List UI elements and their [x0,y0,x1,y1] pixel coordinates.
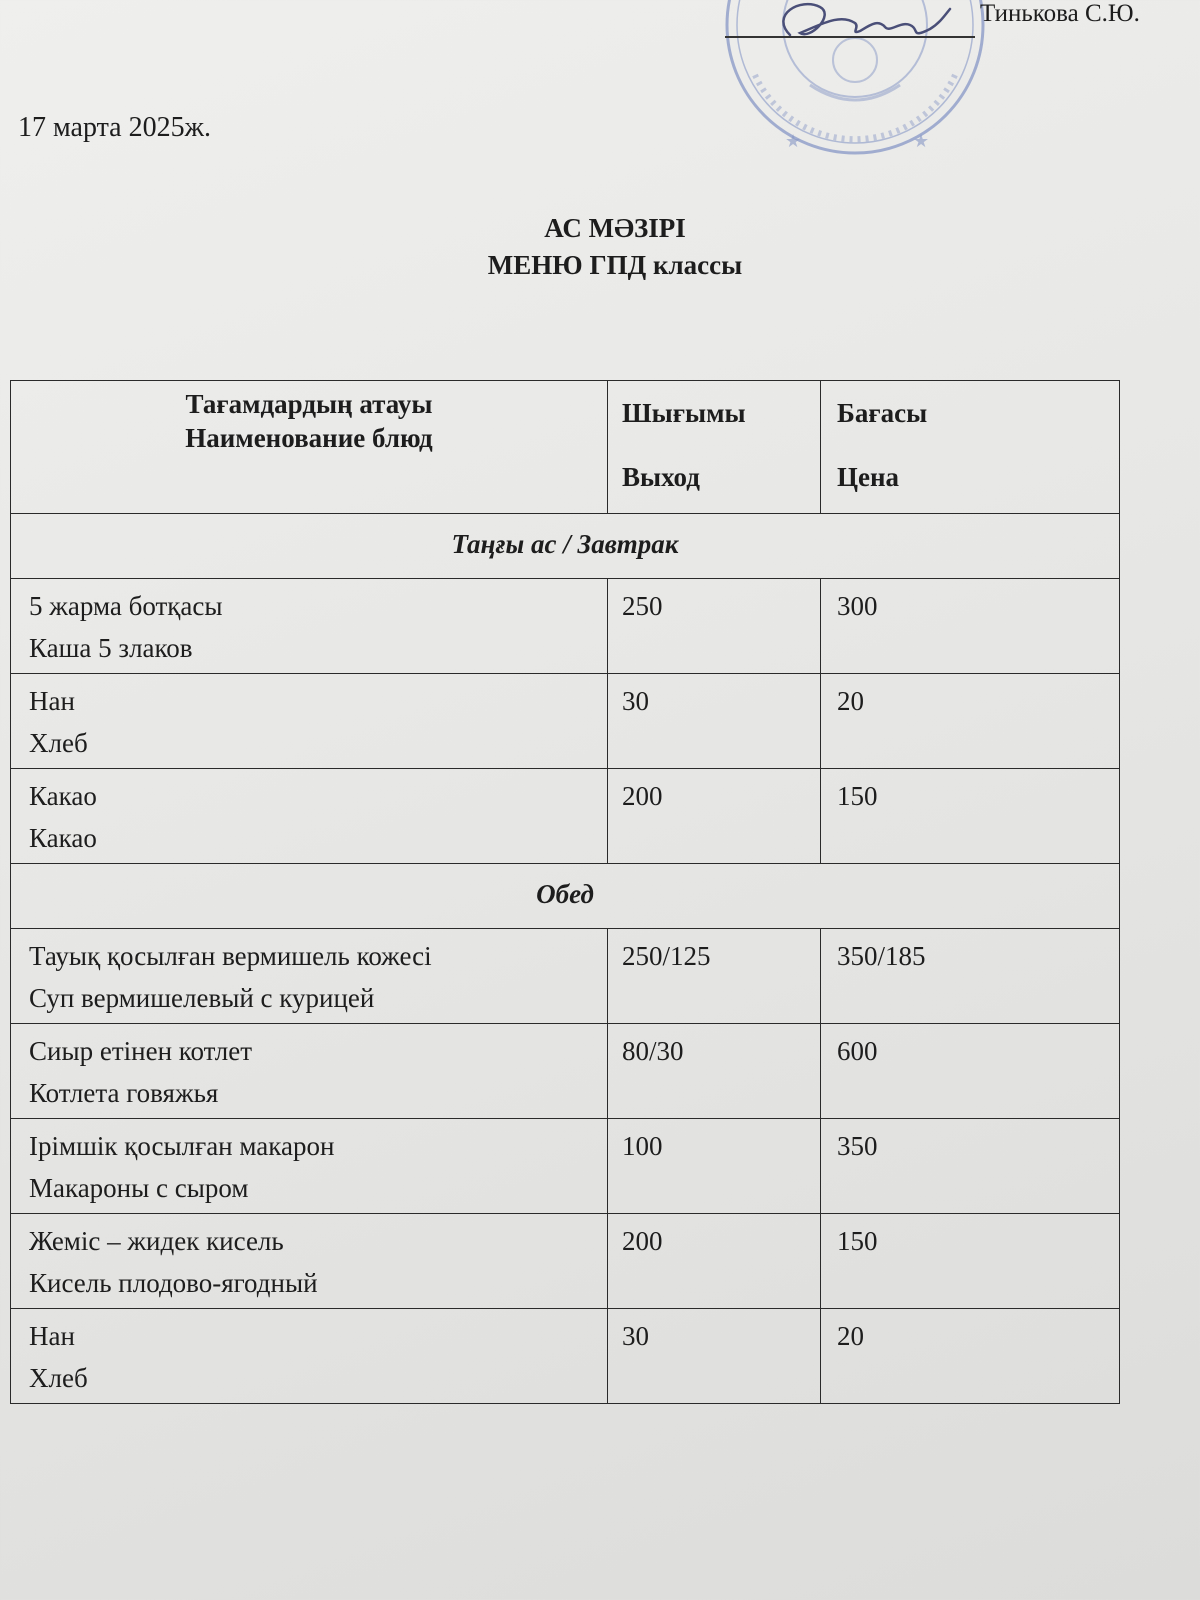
dish-name-kz: Тауық қосылған вермишель кожесі [29,941,432,971]
section-row-breakfast [11,514,1120,579]
table-row [11,769,1120,864]
dish-name-cell [11,1024,608,1119]
dish-name-kz: 5 жарма ботқасы [29,591,223,621]
title-line-kz: АС МӘЗІРІ [544,213,686,243]
table-header-row [11,381,1120,514]
dish-name-cell [11,929,608,1024]
dish-name-ru: Какао [29,823,97,853]
svg-text:★: ★ [785,131,802,151]
dish-price: 350 [821,1119,1120,1214]
dish-output: 30 [608,674,821,769]
header-output-kz: Шығымы [622,398,746,428]
dish-output: 250 [608,579,821,674]
dish-price: 20 [821,1309,1120,1404]
dish-price: 350/185 [821,929,1120,1024]
table-row [11,1309,1120,1404]
table-row [11,1024,1120,1119]
dish-name-ru: Макароны с сыром [29,1173,249,1203]
header-output-ru: Выход [622,462,700,492]
signatory-name: Тинькова С.Ю. [980,0,1140,27]
header-dish-name-ru: Наименование блюд [185,423,433,453]
title-line-ru: МЕНЮ ГПД классы [487,250,743,280]
header-output [608,381,821,514]
dish-name-kz: Сиыр етінен котлет [29,1036,253,1066]
dish-price: 300 [821,579,1120,674]
dish-name-cell [11,674,608,769]
dish-name-cell [11,769,608,864]
dish-name-kz: Нан [29,686,75,716]
dish-name-cell [11,1309,608,1404]
dish-name-ru: Хлеб [29,728,88,758]
dish-name-kz: Жеміс – жидек кисель [29,1226,284,1256]
dish-name-ru: Котлета говяжья [29,1078,219,1108]
dish-output: 30 [608,1309,821,1404]
page-title [0,210,1200,284]
svg-text:★: ★ [913,131,930,151]
dish-name-cell [11,1119,608,1214]
header-price-kz: Бағасы [837,398,928,428]
section-title: Таңғы ас / Завтрак [11,514,1120,579]
dish-price: 150 [821,1214,1120,1309]
dish-name-cell [11,1214,608,1309]
dish-name-cell [11,579,608,674]
document-date: 17 марта 2025ж. [18,112,211,143]
table-row [11,1119,1120,1214]
table-row [11,674,1120,769]
header-dish-name-kz: Тағамдардың атауы [185,389,433,419]
header-price-ru: Цена [837,462,900,492]
dish-price: 600 [821,1024,1120,1119]
table-row [11,929,1120,1024]
menu-table [10,380,1120,1404]
dish-name-ru: Кисель плодово-ягодный [29,1268,318,1298]
dish-name-kz: Ірімшік қосылған макарон [29,1131,335,1161]
signature-line [725,36,975,38]
dish-name-kz: Какао [29,781,97,811]
section-title: Обед [11,864,1120,929]
table-row [11,1214,1120,1309]
handwritten-signature-icon [760,0,960,55]
dish-name-ru: Каша 5 злаков [29,633,193,663]
dish-name-ru: Хлеб [29,1363,88,1393]
header-price [821,381,1120,514]
table-row [11,579,1120,674]
dish-price: 20 [821,674,1120,769]
dish-price: 150 [821,769,1120,864]
dish-name-kz: Нан [29,1321,75,1351]
dish-output: 80/30 [608,1024,821,1119]
header-dish-name [11,381,608,514]
dish-output: 200 [608,1214,821,1309]
section-row-lunch [11,864,1120,929]
dish-output: 200 [608,769,821,864]
dish-output: 250/125 [608,929,821,1024]
dish-name-ru: Суп вермишелевый с курицей [29,983,375,1013]
dish-output: 100 [608,1119,821,1214]
